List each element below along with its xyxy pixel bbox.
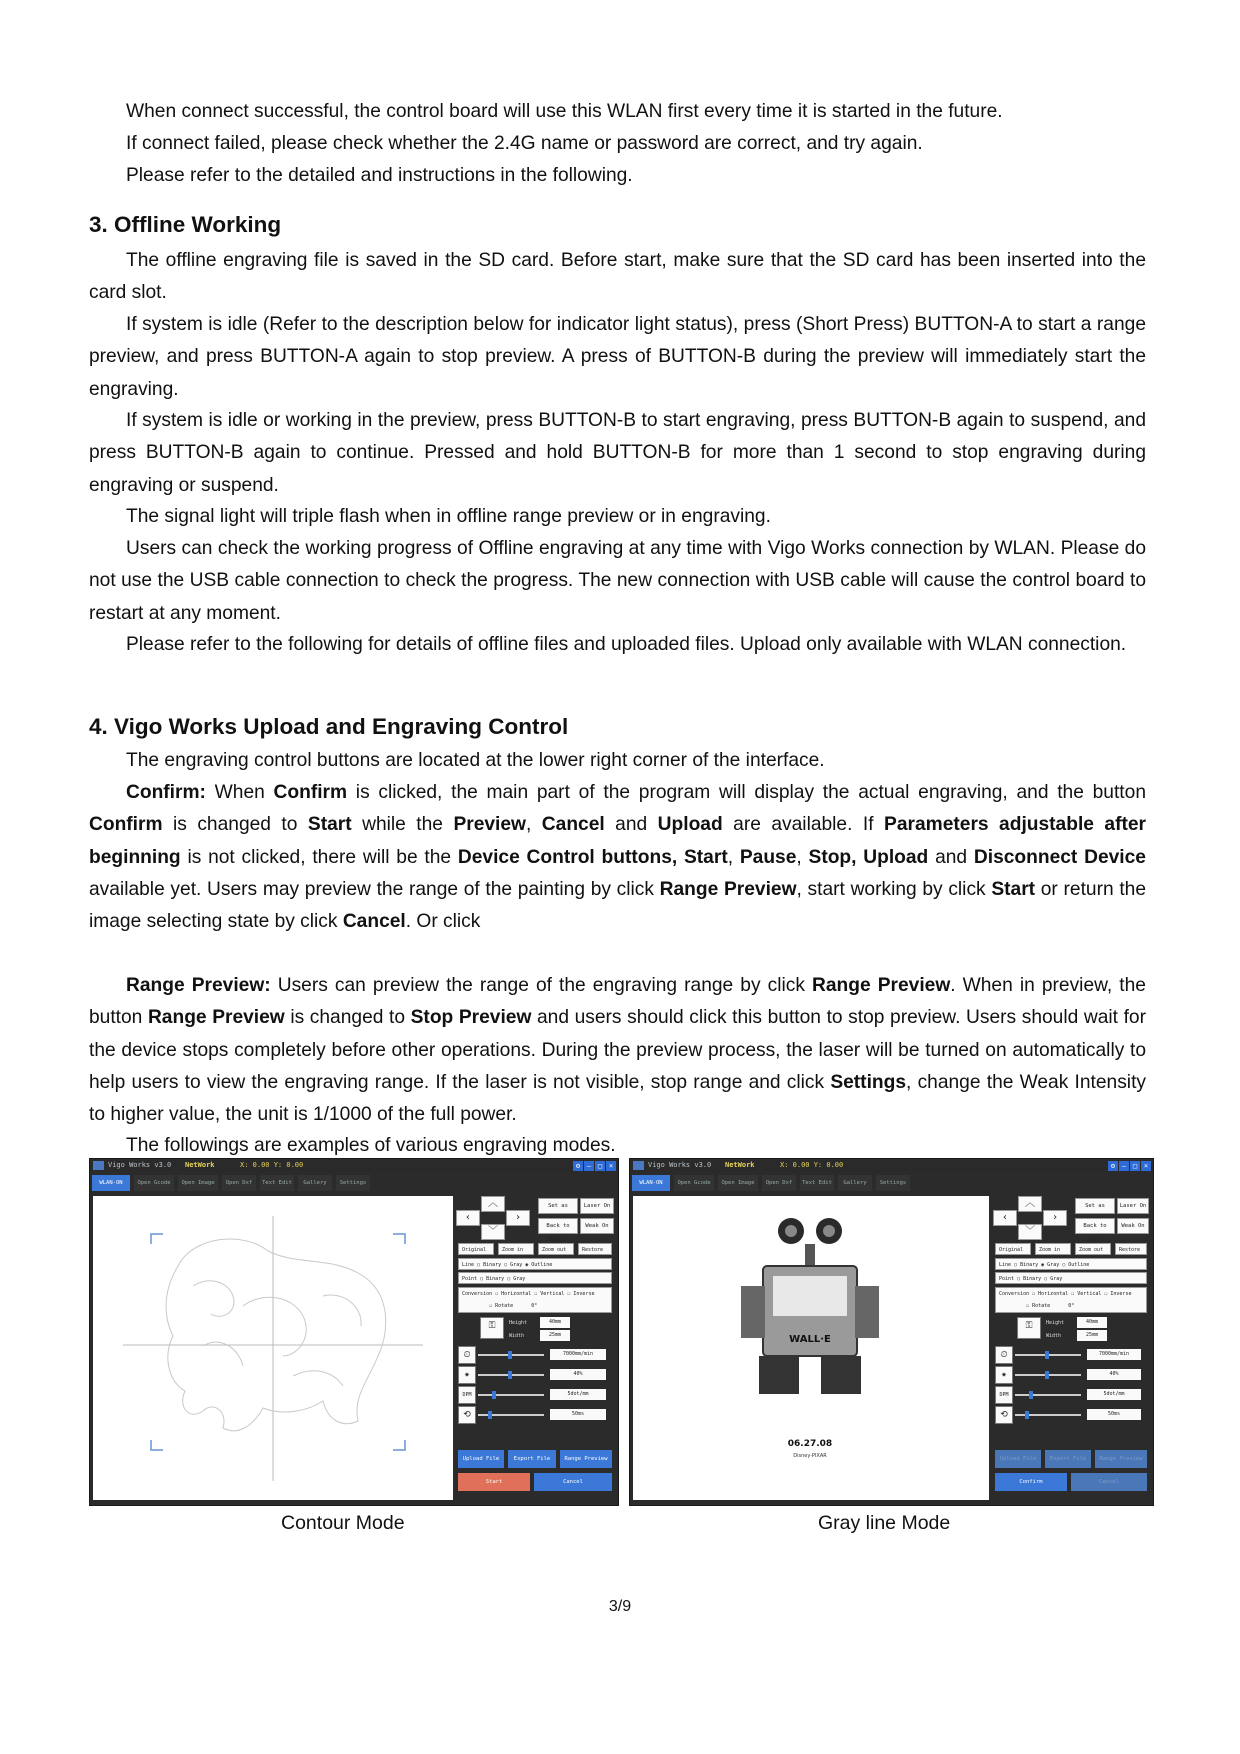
laser-on-button[interactable]: Laser On: [580, 1198, 614, 1214]
coordinate-readout: X: 0.00 Y: 0.00: [780, 1161, 844, 1169]
engraving-canvas[interactable]: [93, 1196, 453, 1500]
delay-slider[interactable]: [478, 1414, 544, 1416]
power-slider-knob[interactable]: [508, 1371, 512, 1379]
control-panel: [993, 1196, 1153, 1502]
height-label: Height: [509, 1320, 528, 1326]
intro-line-2: If connect failed, please check whether the 2.4G name or password are correct, and try again.: [126, 133, 923, 154]
confirm-text-10: and: [604, 814, 658, 836]
wall-e-studio-text: Disney·PIXAR: [793, 1453, 827, 1459]
width-value[interactable]: 25mm: [1077, 1330, 1107, 1341]
dpm-icon: DPM: [995, 1386, 1013, 1404]
network-status: NetWork: [185, 1161, 215, 1169]
delay-icon: ⟲: [458, 1406, 476, 1424]
point-mode-label: Point: [999, 1276, 1015, 1282]
page-number: 3/9: [608, 1598, 632, 1615]
rotate-label: Rotate: [1032, 1303, 1051, 1309]
range-text-4: is changed to: [284, 1007, 411, 1029]
confirm-bold-16: buttons: [594, 846, 672, 868]
move-left-button[interactable]: ‹: [993, 1210, 1017, 1226]
move-right-button[interactable]: ›: [1043, 1210, 1067, 1226]
confirm-bold-21: Stop, Upload: [808, 846, 929, 868]
weak-on-button[interactable]: Weak On: [580, 1218, 614, 1234]
range-bold-5: Stop Preview: [410, 1007, 532, 1029]
contour-preview-svg: [93, 1196, 453, 1500]
confirm-text-28: or return the image selecting state by click: [89, 878, 1146, 933]
tab-open-dxf[interactable]: Open Dxf: [762, 1175, 796, 1191]
confirm-text-6: while the: [351, 814, 454, 836]
confirm-paragraph: [89, 777, 1146, 938]
height-value[interactable]: 40mm: [540, 1317, 570, 1328]
line-mode-label: Line: [462, 1262, 475, 1268]
dpm-slider[interactable]: [478, 1394, 544, 1396]
range-preview-button[interactable]: Range Preview: [1095, 1450, 1147, 1468]
confirm-bold-3: Confirm: [89, 814, 163, 836]
window-titlebar: [90, 1159, 618, 1172]
power-slider-knob[interactable]: [1045, 1371, 1049, 1379]
cancel-button[interactable]: Cancel: [1071, 1473, 1147, 1491]
line-outline-option[interactable]: Outline: [531, 1262, 553, 1268]
point-binary-option[interactable]: Binary: [1023, 1276, 1042, 1282]
vertical-option[interactable]: Vertical: [1077, 1291, 1102, 1297]
app-logo-icon: [633, 1161, 644, 1170]
back-to-start-button[interactable]: Back to Start: [538, 1218, 578, 1234]
delay-icon: ⟲: [995, 1406, 1013, 1424]
tab-open-dxf[interactable]: Open Dxf: [222, 1175, 256, 1191]
delay-slider-knob[interactable]: [1025, 1411, 1029, 1419]
power-value[interactable]: 40%: [1087, 1369, 1141, 1380]
dpm-slider[interactable]: [1015, 1394, 1081, 1396]
width-value[interactable]: 25mm: [540, 1330, 570, 1341]
confirm-button[interactable]: Confirm: [995, 1473, 1067, 1491]
tab-settings[interactable]: Settings: [336, 1175, 370, 1191]
point-mode-row[interactable]: Point ○ Binary ○ Gray: [458, 1272, 612, 1284]
restore-button[interactable]: Restore: [578, 1243, 612, 1255]
wall-e-image: [741, 1218, 879, 1394]
move-left-button[interactable]: ‹: [456, 1210, 480, 1226]
laser-on-button[interactable]: Laser On: [1117, 1198, 1149, 1214]
range-text-2: . When in preview, the button: [89, 975, 1146, 1029]
confirm-bold-27: Start: [991, 878, 1036, 900]
confirm-bold-11: Upload: [657, 814, 723, 836]
move-down-button[interactable]: ﹀: [1018, 1224, 1042, 1240]
intro-line-1: When connect successful, the control board will use this WLAN first every time it is started in the future.: [126, 101, 1003, 122]
section-3-heading: 3. Offline Working: [89, 212, 282, 237]
delay-slider-knob[interactable]: [488, 1411, 492, 1419]
restore-button[interactable]: Restore: [1115, 1243, 1147, 1255]
speed-icon: ⏲: [458, 1346, 476, 1364]
confirm-text-2: is clicked, the main part of the program will display the actual engraving, and the button: [347, 782, 1146, 803]
confirm-bold-13: Parameters adjustable after beginning: [89, 814, 1147, 868]
zoom-in-button[interactable]: Zoom in: [1035, 1243, 1071, 1255]
confirm-text-12: are available. If: [722, 814, 885, 836]
dpm-value[interactable]: 5dot/mm: [550, 1389, 606, 1400]
width-label: Width: [509, 1333, 525, 1339]
rotate-value[interactable]: 0°: [531, 1303, 538, 1309]
inverse-option[interactable]: Inverse: [573, 1291, 595, 1297]
line-binary-option[interactable]: Binary: [1020, 1262, 1039, 1268]
vertical-option[interactable]: Vertical: [540, 1291, 565, 1297]
conversion-label: Conversion: [999, 1291, 1030, 1297]
confirm-bold-17: , Start: [671, 846, 728, 868]
cancel-button[interactable]: Cancel: [534, 1473, 612, 1491]
coordinate-readout: X: 0.00 Y: 0.00: [240, 1161, 304, 1169]
confirm-bold-5: Start: [307, 814, 352, 836]
height-label: Height: [1046, 1320, 1065, 1326]
zoom-in-button[interactable]: Zoom in: [498, 1243, 534, 1255]
settings-window-icon[interactable]: ⚙: [573, 1161, 583, 1171]
caption-contour-mode: Contour Mode: [281, 1512, 405, 1534]
range-preview-button[interactable]: Range Preview: [560, 1450, 612, 1468]
range-text-6: and users should click this button to stop preview. Users should wait for the device stops completely before other operations. During the preview process, the laser will be turned on automatically to help users to view the engraving range. If the laser is not visible, stop range and click: [89, 1007, 1146, 1093]
tab-open-gcode[interactable]: Open Gcode: [134, 1175, 174, 1191]
delay-value[interactable]: 50ms: [1087, 1409, 1141, 1420]
rotate-label: Rotate: [495, 1303, 514, 1309]
set-as-start-button[interactable]: Set as: [538, 1198, 578, 1214]
range-corner-markers: [151, 1234, 405, 1450]
export-file-button[interactable]: Export File: [508, 1450, 556, 1468]
speed-icon: ⏲: [995, 1346, 1013, 1364]
line-binary-option[interactable]: Binary: [483, 1262, 502, 1268]
engraving-canvas[interactable]: [633, 1196, 989, 1500]
move-up-button[interactable]: ︿: [481, 1196, 505, 1212]
tab-wlan[interactable]: WLAN-ON: [632, 1175, 670, 1191]
point-mode-row[interactable]: Point ○ Binary ○ Gray: [995, 1272, 1147, 1284]
power-icon: ✷: [458, 1366, 476, 1384]
lion-contour-drawing: [166, 1239, 386, 1431]
inverse-option[interactable]: Inverse: [1110, 1291, 1132, 1297]
speed-slider-knob[interactable]: [1045, 1351, 1049, 1359]
window-title: Vigo Works v3.0: [648, 1161, 712, 1169]
minimize-icon[interactable]: –: [584, 1161, 594, 1171]
horizontal-option[interactable]: Horizontal: [1038, 1291, 1069, 1297]
horizontal-option[interactable]: Horizontal: [501, 1291, 532, 1297]
section-3-paragraph-2: If system is idle (Refer to the description below for indicator light status), press (Short Press) BUTTON-A to start a range preview, and press BUTTON-A again to stop preview. A press of BUTTON-B during the preview will immediately start the engraving.: [89, 314, 1146, 400]
confirm-bold-9: Cancel: [541, 814, 605, 836]
section-3-paragraph-1: The offline engraving file is saved in the SD card. Before start, make sure that the SD card has been inserted into the card slot.: [89, 250, 1146, 304]
upload-file-button[interactable]: Upload File: [995, 1450, 1041, 1468]
wall-e-logo-text: WALL·E: [789, 1334, 831, 1345]
power-slider[interactable]: [1015, 1374, 1081, 1376]
dpm-slider-knob[interactable]: [1029, 1391, 1033, 1399]
confirm-bold-19: Pause: [739, 846, 797, 868]
line-mode-label: Line: [999, 1262, 1012, 1268]
power-icon: ✷: [995, 1366, 1013, 1384]
range-text-8: , change the Weak Intensity to higher value, the unit is 1/1000 of the full power.: [89, 1071, 1146, 1126]
section-4-heading: 4. Vigo Works Upload and Engraving Control: [89, 714, 569, 739]
speed-value[interactable]: 7000mm/min: [550, 1349, 606, 1360]
wall-e-preview-svg: [633, 1196, 989, 1500]
point-gray-option[interactable]: Gray: [1050, 1276, 1063, 1282]
close-icon[interactable]: ×: [1141, 1161, 1151, 1171]
range-preview-paragraph: [89, 970, 1146, 1131]
section-3-paragraph-5: Users can check the working progress of Offline engraving at any time with Vigo Works connection by WLAN. Please do not use the USB cable connection to check the progress. The new connection with USB cable will cause the control board to restart at any moment.: [89, 538, 1146, 624]
speed-slider-knob[interactable]: [508, 1351, 512, 1359]
tab-gallery[interactable]: Gallery: [298, 1175, 332, 1191]
intro-line-3: Please refer to the detailed and instructions in the following.: [126, 165, 633, 186]
wall-e-date-text: 06.27.08: [787, 1439, 833, 1449]
point-mode-label: Point: [462, 1276, 478, 1282]
tab-open-image[interactable]: Open Image: [718, 1175, 758, 1191]
height-value[interactable]: 40mm: [1077, 1317, 1107, 1328]
line-mode-row[interactable]: Line ○ Binary ○ Gray ◉ Outline: [458, 1258, 612, 1270]
confirm-text-0: When: [205, 782, 274, 803]
confirm-text-18: ,: [727, 846, 740, 868]
zoom-out-button[interactable]: Zoom out: [538, 1243, 574, 1255]
tab-settings[interactable]: Settings: [876, 1175, 910, 1191]
line-outline-option[interactable]: Outline: [1068, 1262, 1090, 1268]
conversion-row[interactable]: Conversion ☐ Horizontal ☐ Vertical ☐ Inverse ☐ Rotate 0°: [458, 1287, 612, 1313]
contour-mode-screenshot: [89, 1158, 619, 1506]
conversion-row[interactable]: Conversion ☐ Horizontal ☐ Vertical ☐ Inverse ☐ Rotate 0°: [995, 1287, 1147, 1313]
zoom-out-button[interactable]: Zoom out: [1075, 1243, 1111, 1255]
speed-slider[interactable]: [478, 1354, 544, 1356]
confirm-bold-15: Device Control: [457, 846, 595, 868]
line-gray-option[interactable]: Gray: [510, 1262, 523, 1268]
confirm-text-24: available yet. Users may preview the range of the painting by click: [89, 878, 660, 900]
conversion-label: Conversion: [462, 1291, 493, 1297]
settings-window-icon[interactable]: ⚙: [1108, 1161, 1118, 1171]
confirm-bold-25: Range Preview: [659, 878, 797, 900]
maximize-icon[interactable]: □: [1130, 1161, 1140, 1171]
range-bold-7: Settings: [830, 1071, 907, 1093]
upload-file-button[interactable]: Upload File: [458, 1450, 504, 1468]
range-text-0: Users can preview the range of the engraving range by click: [270, 975, 812, 996]
tab-gallery[interactable]: Gallery: [838, 1175, 872, 1191]
speed-value[interactable]: 7000mm/min: [1087, 1349, 1141, 1360]
section-4-paragraph-1: The engraving control buttons are located at the lower right corner of the interface.: [126, 750, 825, 771]
tab-text-edit[interactable]: Text Edit: [800, 1175, 834, 1191]
point-binary-option[interactable]: Binary: [486, 1276, 505, 1282]
tab-wlan[interactable]: WLAN-ON: [92, 1175, 130, 1191]
lock-ratio-icon[interactable]: ⚿: [480, 1317, 504, 1339]
dpm-slider-knob[interactable]: [492, 1391, 496, 1399]
caption-gray-line-mode: Gray line Mode: [818, 1512, 951, 1534]
confirm-label: Confirm:: [126, 782, 206, 803]
speed-slider[interactable]: [1015, 1354, 1081, 1356]
maximize-icon[interactable]: □: [595, 1161, 605, 1171]
range-label: Range Preview:: [126, 975, 271, 996]
close-icon[interactable]: ×: [606, 1161, 616, 1171]
confirm-text-8: ,: [525, 814, 542, 836]
weak-on-button[interactable]: Weak On: [1117, 1218, 1149, 1234]
confirm-text-20: ,: [796, 846, 809, 868]
confirm-bold-23: Disconnect Device: [973, 846, 1146, 868]
tab-open-gcode[interactable]: Open Gcode: [674, 1175, 714, 1191]
network-status: NetWork: [725, 1161, 755, 1169]
tab-text-edit[interactable]: Text Edit: [260, 1175, 294, 1191]
line-mode-row[interactable]: Line ○ Binary ◉ Gray ○ Outline: [995, 1258, 1147, 1270]
confirm-bold-1: Confirm: [273, 782, 348, 803]
dpm-value[interactable]: 5dot/mm: [1087, 1389, 1141, 1400]
range-bold-1: Range Preview: [812, 975, 951, 996]
line-gray-option[interactable]: Gray: [1047, 1262, 1060, 1268]
lock-ratio-icon[interactable]: ⚿: [1017, 1317, 1041, 1339]
main-toolbar: [630, 1172, 1153, 1194]
tab-open-image[interactable]: Open Image: [178, 1175, 218, 1191]
section-3-paragraph-3: If system is idle or working in the preview, press BUTTON-B to start engraving, press BUTTON-B again to suspend, and press BUTTON-B again to continue. Pressed and hold BUTTON-B for more than 1 second to stop engraving during engraving or suspend.: [89, 410, 1146, 496]
control-panel: [456, 1196, 618, 1502]
range-bold-3: Range Preview: [147, 1007, 285, 1029]
power-slider[interactable]: [478, 1374, 544, 1376]
section-3-paragraph-6: Please refer to the following for details of offline files and uploaded files. Upload only available with WLAN connection.: [126, 634, 1127, 655]
move-up-button[interactable]: ︿: [1018, 1196, 1042, 1212]
window-title: Vigo Works v3.0: [108, 1161, 172, 1169]
main-toolbar: [90, 1172, 618, 1194]
move-right-button[interactable]: ›: [506, 1210, 530, 1226]
power-value[interactable]: 40%: [550, 1369, 606, 1380]
confirm-bold-29: Cancel: [342, 911, 406, 933]
set-as-start-button[interactable]: Set as: [1075, 1198, 1115, 1214]
app-logo-icon: [93, 1161, 104, 1170]
export-file-button[interactable]: Export File: [1045, 1450, 1091, 1468]
examples-line: The followings are examples of various engraving modes.: [126, 1135, 616, 1156]
dpm-icon: DPM: [458, 1386, 476, 1404]
back-to-start-button[interactable]: Back to Start: [1075, 1218, 1115, 1234]
delay-value[interactable]: 50ms: [550, 1409, 606, 1420]
start-button[interactable]: Start: [458, 1473, 530, 1491]
section-3-paragraph-4: The signal light will triple flash when in offline range preview or in engraving.: [126, 506, 771, 527]
window-titlebar: [630, 1159, 1153, 1172]
confirm-text-4: is changed to: [162, 814, 308, 836]
confirm-text-26: , start working by click: [796, 878, 992, 900]
rotate-value[interactable]: 0°: [1068, 1303, 1075, 1309]
delay-slider[interactable]: [1015, 1414, 1081, 1416]
width-label: Width: [1046, 1333, 1062, 1339]
confirm-text-14: is not clicked, there will be the: [180, 846, 458, 868]
original-button[interactable]: Original: [995, 1243, 1031, 1255]
gray-line-mode-screenshot: [629, 1158, 1154, 1506]
original-button[interactable]: Original: [458, 1243, 494, 1255]
confirm-bold-7: Preview: [453, 814, 526, 836]
move-down-button[interactable]: ﹀: [481, 1224, 505, 1240]
point-gray-option[interactable]: Gray: [513, 1276, 526, 1282]
minimize-icon[interactable]: –: [1119, 1161, 1129, 1171]
confirm-text-30: . Or click: [405, 911, 481, 933]
confirm-text-22: and: [928, 846, 974, 868]
